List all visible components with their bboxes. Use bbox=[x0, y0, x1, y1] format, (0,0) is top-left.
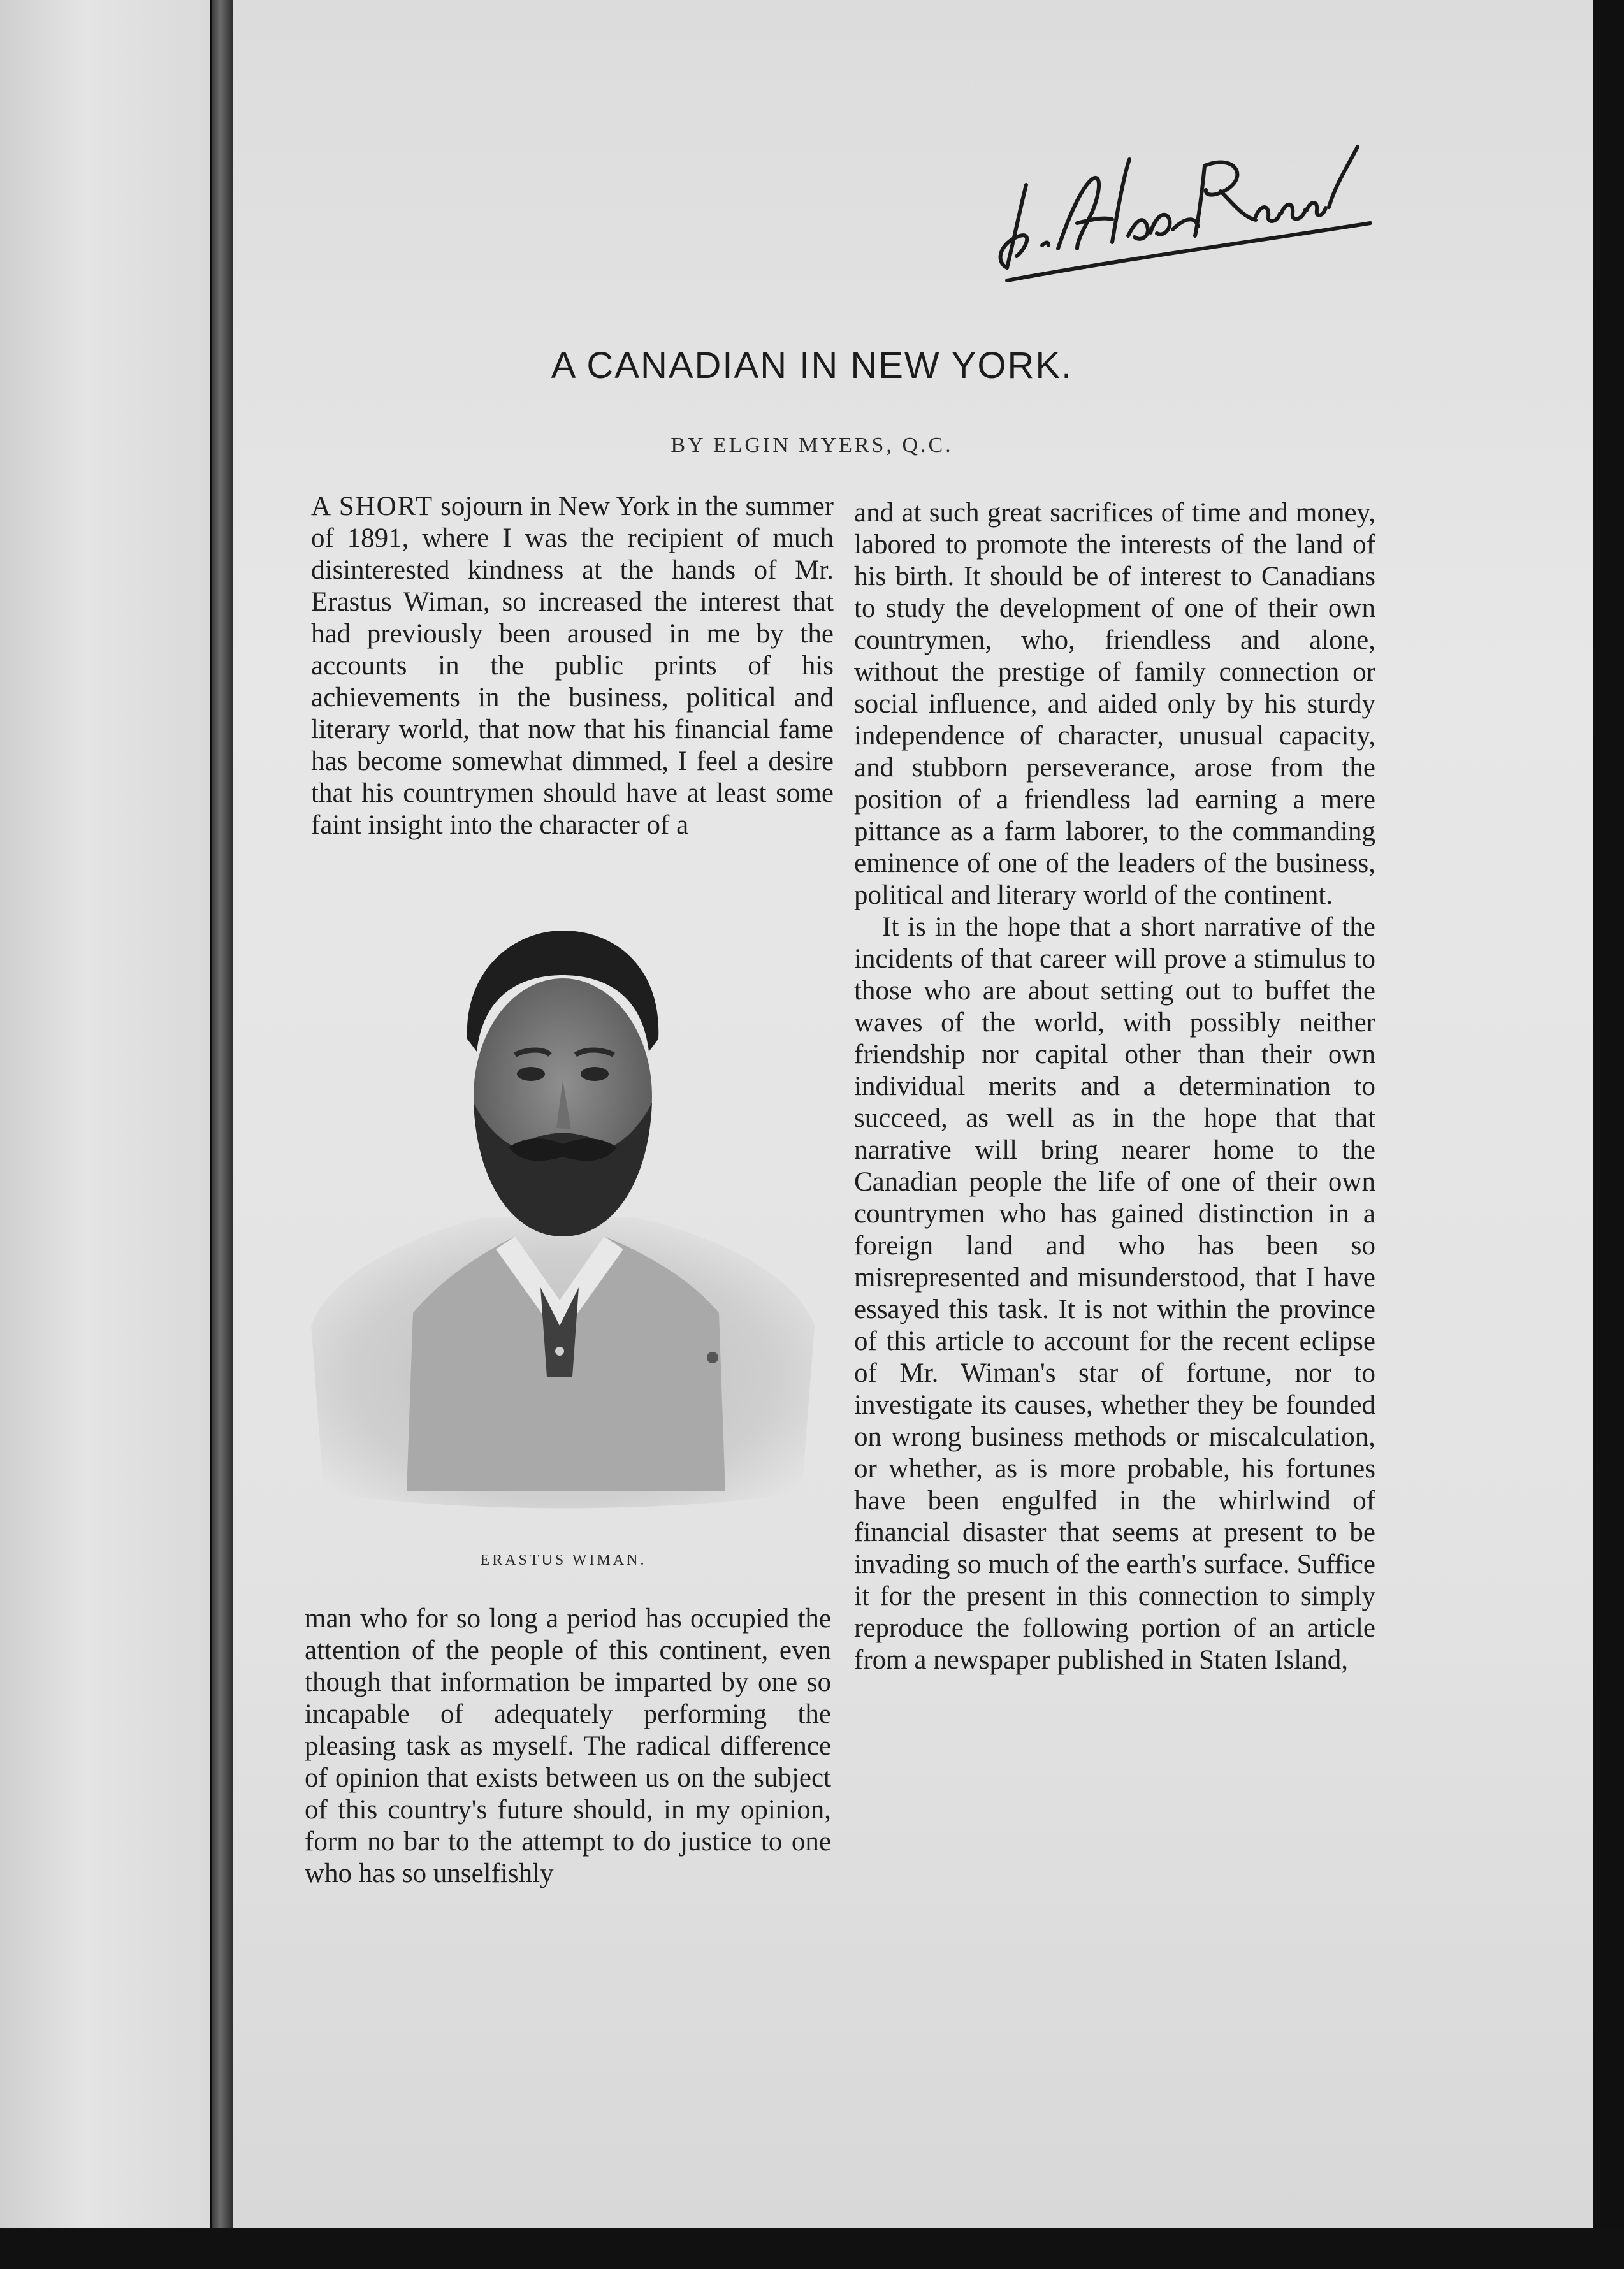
lead-word: A SHORT bbox=[311, 491, 434, 521]
continued-paragraph: man who for so long a period has occupied the attention of the people of this continent, even though that information be imparted by one so incapable of adequately performing the pleasing task as myself. The radical difference of opinion that exists between us on the subject of this country's future should, in my opinion, form no bar to the attempt to do justice to one who has so unselfishly bbox=[305, 1604, 831, 1888]
right-column bbox=[854, 497, 1375, 1676]
author-byline: BY ELGIN MYERS, Q.C. bbox=[671, 433, 953, 457]
left-column-bottom bbox=[305, 1603, 831, 1890]
scan-border-right bbox=[1593, 0, 1624, 2269]
right-column-paragraph-1: and at such great sacrifices of time and money, labored to promote the interests of the land of his birth. It should be of interest to Canadians to study the development of one of their own countrymen, who, friendless and alone, without the prestige of family connection or social influence, and aided only by his sturdy independence of character, unusual capacity, and stubborn perseverance, arose from the position of a friendless lad earning a mere pittance as a farm laborer, to the commanding eminence of one of the leaders of the business, political and literary world of the continent. bbox=[854, 498, 1375, 910]
portrait-caption: ERASTUS WIMAN. bbox=[480, 1552, 647, 1569]
right-column-paragraph-2: It is in the hope that a short narrative of the incidents of that career will prove a stimulus to those who are about setting out to buffet the waves of the world, with possibly neither friendship nor capital other than their own individual merits and a determination to succeed, as well as in the hope that that narrative will bring nearer home to the Canadian people the life of one of their own countrymen who has gained distinction in a foreign land and who has been so misrepresented and misunderstood, that I have essayed this task. It is not within the province of this article to account for the recent eclipse of Mr. Wiman's star of fortune, nor to investigate its causes, whether they be founded on wrong business methods or miscalculation, or whether, as is more probable, his fortunes have been engulfed in the whirlwind of financial disaster that seems at present to be invading so much of the earth's surface. Suffice it for the present in this connection to simply reproduce the following portion of an article from a newspaper published in Staten Island, bbox=[854, 912, 1375, 1675]
article-title: A CANADIAN IN NEW YORK. bbox=[551, 345, 1073, 386]
scan-border-bottom bbox=[0, 2228, 1624, 2269]
portrait-engraving bbox=[305, 918, 822, 1517]
facing-page-edge bbox=[0, 0, 210, 2269]
opening-paragraph-text: sojourn in New York in the summer of 1891, where I was the recipient of much disinterested kindness at the hands of Mr. Erastus Wiman, so increased the interest that had previously been aroused in me by the accounts in the public prints of his achievements in the business, political and literary world, that now that his financial fame has become somewhat dimmed, I feel a desire that his countrymen should have at least some faint insight into the character of a bbox=[311, 491, 834, 840]
left-column-top bbox=[311, 491, 834, 841]
binding-spine bbox=[212, 0, 233, 2269]
handwritten-signature bbox=[982, 89, 1389, 293]
opening-paragraph bbox=[311, 491, 834, 841]
